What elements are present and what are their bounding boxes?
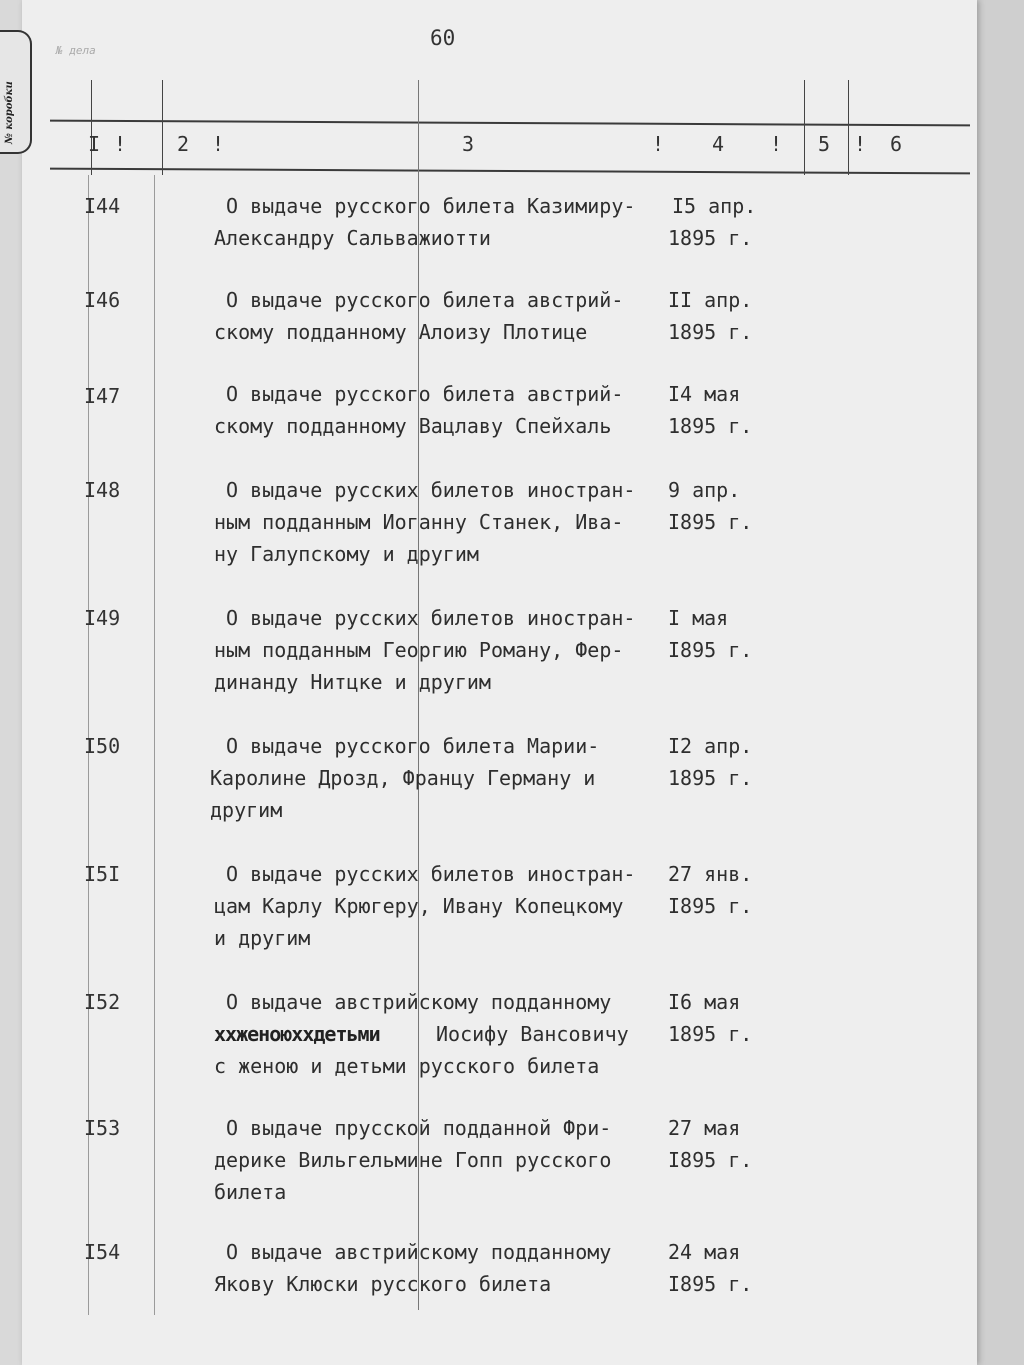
column-number-5: 5 [818, 132, 831, 156]
column-divider-left2-body [154, 175, 155, 1315]
document-page [22, 0, 977, 1365]
entry-title-line: динанду Нитцке и другим [214, 670, 491, 694]
column-divider-2 [162, 80, 163, 175]
entry-title-line: О выдаче австрийскому подданному [226, 1240, 612, 1264]
column-number-1: I [88, 132, 101, 156]
entry-title-line: О выдаче русского билета Марии- [226, 734, 600, 758]
entry-title-line: и другим [214, 926, 311, 950]
column-separator: ! [114, 132, 127, 156]
entry-title-line: ным подданным Иоганну Станек, Ива- [214, 510, 624, 534]
column-separator: ! [770, 132, 783, 156]
entry-date-line: 1895 г. [668, 1022, 753, 1046]
entry-date-line: 27 мая [668, 1116, 741, 1140]
entry-number: I54 [84, 1240, 121, 1264]
entry-title-line: ным подданным Георгию Роману, Фер- [214, 638, 624, 662]
box-number-tab [0, 30, 32, 154]
page-edge-background [977, 0, 1024, 1365]
entry-title-line: ну Галупскому и другим [214, 542, 479, 566]
entry-date-line: I895 г. [668, 894, 753, 918]
header-note: № дела [56, 44, 96, 57]
entry-date-line: 9 апр. [668, 478, 741, 502]
column-number-3: 3 [462, 132, 475, 156]
entry-title-line: скому подданному Алоизу Плотице [214, 320, 588, 344]
entry-date-line: 1895 г. [668, 320, 753, 344]
column-divider-5 [848, 80, 849, 175]
entry-number: I5I [84, 862, 121, 886]
entry-number: I44 [84, 194, 121, 218]
box-number-label: № коробки [4, 81, 15, 144]
entry-number: I46 [84, 288, 121, 312]
page-number: 60 [430, 26, 456, 50]
entry-date-line: 1895 г. [668, 226, 753, 250]
header-rule-bottom [50, 168, 970, 175]
entry-title-line: О выдаче русского билета австрий- [226, 288, 624, 312]
entry-title-line: Иосифу Вансовичу [436, 1022, 629, 1046]
entry-title-line: другим [210, 798, 283, 822]
entry-title-line: О выдаче русских билетов иностран- [226, 606, 636, 630]
entry-title-line: цам Карлу Крюгеру, Ивану Копецкому [214, 894, 624, 918]
entry-date-line: I895 г. [668, 510, 753, 534]
entry-title-line: Каролине Дрозд, Францу Герману и [210, 766, 596, 790]
column-separator: ! [854, 132, 867, 156]
entry-title-line: О выдаче прусской подданной Фри- [226, 1116, 612, 1140]
entry-title-line: О выдаче русских билетов иностран- [226, 862, 636, 886]
entry-date-line: I мая [668, 606, 729, 630]
entry-date-line: 1895 г. [668, 766, 753, 790]
entry-title-line: О выдаче австрийскому подданному [226, 990, 612, 1014]
entry-date-line: I895 г. [668, 1272, 753, 1296]
column-separator: ! [652, 132, 665, 156]
entry-date-line: I895 г. [668, 1148, 753, 1172]
column-divider-4 [804, 80, 805, 175]
entry-date-line: 24 мая [668, 1240, 741, 1264]
header-rule-top [50, 120, 970, 127]
entry-date-line: II апр. [668, 288, 753, 312]
entry-number: I50 [84, 734, 121, 758]
entry-number: I48 [84, 478, 121, 502]
entry-title-line: с женою и детьми русского билета [214, 1054, 600, 1078]
column-number-2: 2 [177, 132, 190, 156]
entry-title-line: Александру Сальважиотти [214, 226, 491, 250]
entry-title-line: дерике Вильгельмине Гопп русского [214, 1148, 612, 1172]
column-separator: ! [212, 132, 225, 156]
entry-title-line: О выдаче русского билета австрий- [226, 382, 624, 406]
entry-number: I53 [84, 1116, 121, 1140]
entry-date-line: I4 мая [668, 382, 741, 406]
entry-number: I52 [84, 990, 121, 1014]
entry-number: I49 [84, 606, 121, 630]
struck-through-text: ххженоюххдетьми [214, 1022, 380, 1046]
entry-title-line: скому подданному Вацлаву Спейхаль [214, 414, 612, 438]
entry-date-line: I5 апр. [672, 194, 757, 218]
entry-date-line: 1895 г. [668, 414, 753, 438]
entry-title-line: Якову Клюски русского билета [214, 1272, 552, 1296]
entry-title-line: билета [214, 1180, 287, 1204]
entry-number: I47 [84, 384, 121, 408]
column-number-6: 6 [890, 132, 903, 156]
entry-date-line: 27 янв. [668, 862, 753, 886]
entry-date-line: I6 мая [668, 990, 741, 1014]
entry-title-line: О выдаче русского билета Казимиру- [226, 194, 636, 218]
entry-date-line: I2 апр. [668, 734, 753, 758]
entry-title-line: О выдаче русских билетов иностран- [226, 478, 636, 502]
column-divider-1 [91, 80, 92, 175]
column-number-4: 4 [712, 132, 725, 156]
entry-date-line: I895 г. [668, 638, 753, 662]
